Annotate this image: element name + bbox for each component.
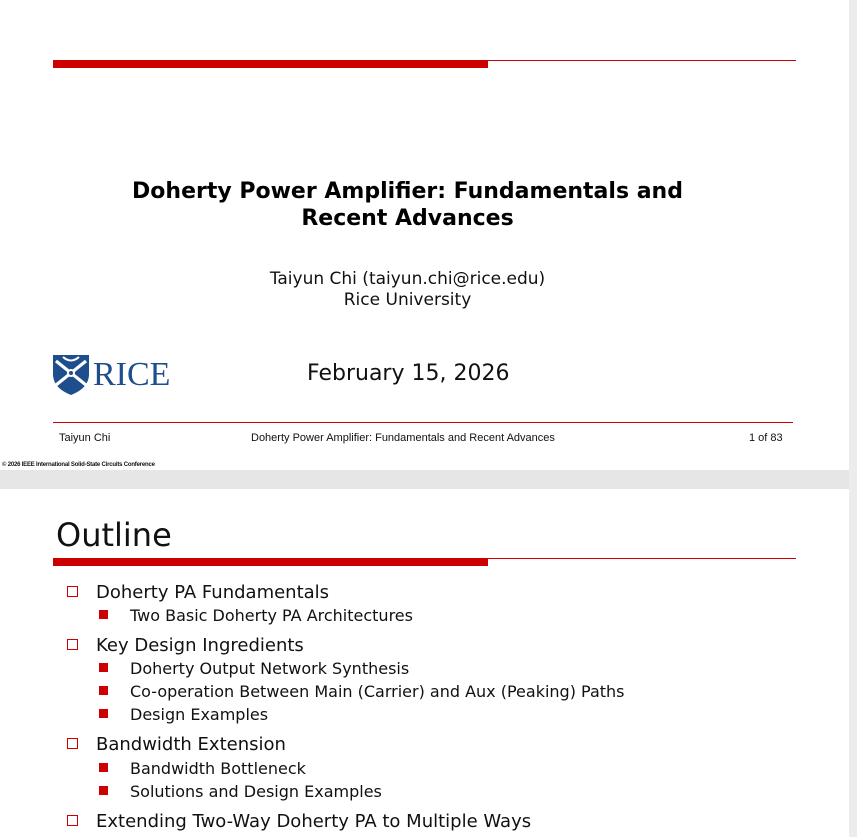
filled-square-bullet-icon <box>99 763 108 772</box>
outline-item-label: Key Design Ingredients <box>96 635 304 656</box>
outline-subitem-label: Design Examples <box>130 705 269 724</box>
copyright-notice: © 2026 IEEE International Solid-State Circuits Conference <box>2 462 155 468</box>
outline-subitem <box>99 682 625 702</box>
outline-subitem <box>99 705 268 725</box>
author-affiliation: Rice University <box>343 290 472 310</box>
outline-item-label: Doherty PA Fundamentals <box>96 582 330 603</box>
hollow-square-bullet-icon <box>67 586 78 597</box>
outline-subitem-label: Co-operation Between Main (Carrier) and Aux (Peaking) Paths <box>130 682 625 701</box>
logo-wordmark: RICE <box>93 356 171 393</box>
outline-subitem <box>99 606 413 626</box>
slide-title <box>0 178 815 232</box>
author-block <box>0 269 815 311</box>
outline-subitem-label: Bandwidth Bottleneck <box>130 759 306 778</box>
outline-item-label: Extending Two-Way Doherty PA to Multiple Ways <box>96 811 532 832</box>
footer-page-number: 1 of 83 <box>749 432 783 444</box>
outline-item <box>67 734 286 756</box>
header-red-line <box>488 60 796 61</box>
outline-subitem <box>99 782 382 802</box>
footer-author: Taiyun Chi <box>59 432 111 444</box>
outline-subitem-label: Solutions and Design Examples <box>130 782 382 801</box>
slide-page-2 <box>0 489 849 837</box>
outline-item <box>67 811 531 833</box>
outline-subitem-label: Doherty Output Network Synthesis <box>130 659 410 678</box>
footer-title: Doherty Power Amplifier: Fundamentals and Recent Advances <box>251 432 555 444</box>
hollow-square-bullet-icon <box>67 815 78 826</box>
outline-red-bar <box>53 558 488 566</box>
footer-divider <box>53 422 793 423</box>
rice-owl-shield-icon <box>52 352 90 396</box>
hollow-square-bullet-icon <box>67 639 78 650</box>
slide-title-line-2: Recent Advances <box>301 206 514 231</box>
outline-title: Outline <box>56 516 172 554</box>
presentation-date: February 15, 2026 <box>307 361 510 386</box>
header-red-bar <box>53 60 488 68</box>
filled-square-bullet-icon <box>99 786 108 795</box>
hollow-square-bullet-icon <box>67 738 78 749</box>
filled-square-bullet-icon <box>99 663 108 672</box>
outline-subitem-label: Two Basic Doherty PA Architectures <box>130 606 413 625</box>
rice-logo <box>52 352 171 396</box>
viewer-scroll-gutter[interactable] <box>849 0 857 837</box>
outline-item <box>67 582 329 604</box>
outline-red-line <box>488 558 796 559</box>
filled-square-bullet-icon <box>99 709 108 718</box>
filled-square-bullet-icon <box>99 686 108 695</box>
outline-item <box>67 635 304 657</box>
outline-item-label: Bandwidth Extension <box>96 734 286 755</box>
slide-title-line-1: Doherty Power Amplifier: Fundamentals and <box>132 179 683 204</box>
outline-subitem <box>99 659 409 679</box>
outline-subitem <box>99 759 306 779</box>
author-name: Taiyun Chi (taiyun.chi@rice.edu) <box>269 269 546 289</box>
filled-square-bullet-icon <box>99 610 108 619</box>
